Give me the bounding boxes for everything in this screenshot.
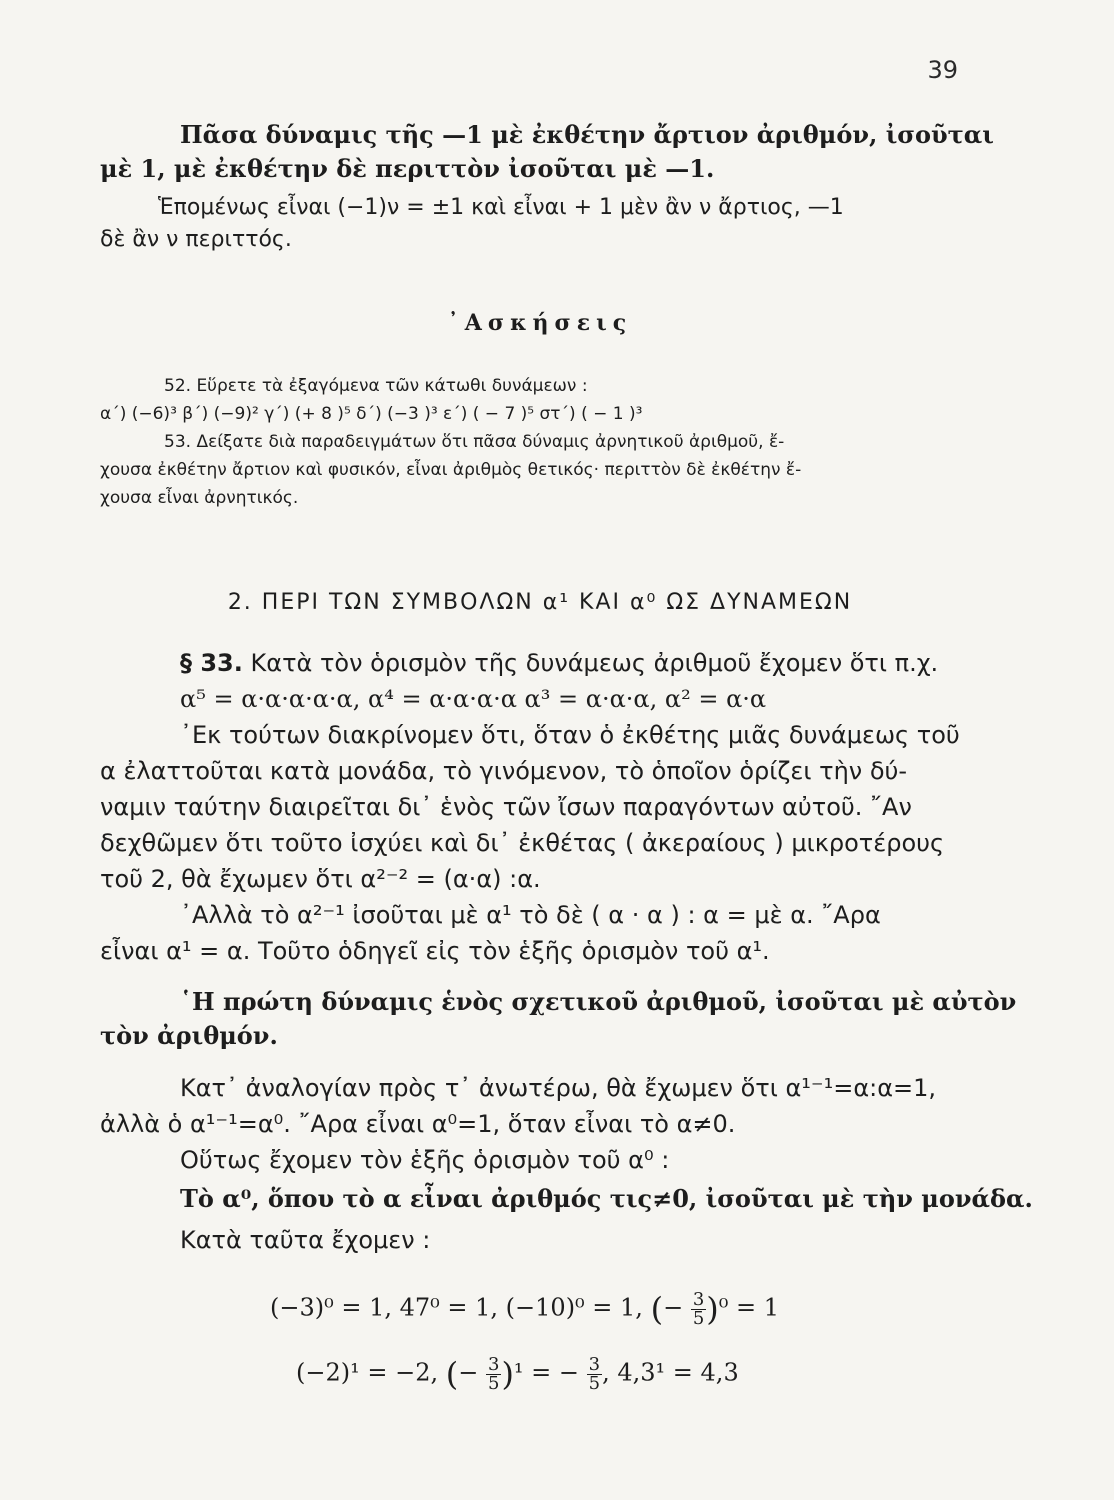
first-power-equals: ¹ = − (513, 1358, 580, 1387)
exercise-53-line3: χουσα εἶναι ἀρνητικός. (100, 488, 299, 508)
p5-line: Κατὰ ταῦτα ἔχομεν : (180, 1226, 431, 1254)
consequence-line1: Ἑπομένως εἶναι (−1)ν = ±1 καὶ εἶναι + 1 μὲν ἂν ν ἄρτιος, —1 (158, 195, 844, 220)
p1-line1: ᾿Εκ τούτων διακρίνομεν ὅτι, ὅταν ὁ ἐκθέτης μιᾶς δυνάμεως τοῦ (180, 721, 960, 749)
first-power-examples-text: (−2)¹ = −2, (296, 1358, 439, 1387)
fraction-sign-2: − (458, 1358, 479, 1387)
first-power-examples: (−2)¹ = −2, (− $\frac{3}{5}$ )¹ = − $\frac{3}{5}$ , 4,3¹ = 4,3 (296, 1353, 739, 1394)
rule2-line1: ῾Η πρώτη δύναμις ἑνὸς σχετικοῦ ἀριθμοῦ, ἰσοῦται μὲ αὐτὸν (180, 987, 1017, 1016)
section-title: 2. ΠΕΡΙ ΤΩΝ ΣΥΜΒΟΛΩΝ α¹ ΚΑΙ α⁰ ΩΣ ΔΥΝΑΜΕΩΝ (227, 590, 853, 615)
fraction-three-fifths-2: $\frac{3}{5}$ (487, 1353, 500, 1394)
paragraph-33 (100, 645, 980, 969)
zero-power-result: ⁰ = 1 (718, 1293, 780, 1322)
fraction-three-fifths: $\frac{3}{5}$ (692, 1288, 705, 1329)
exercises-block (100, 372, 980, 512)
rule3-line: Τὸ α⁰, ὅπου τὸ α εἶναι ἀριθμός τις≠0, ἰσοῦται μὲ τὴν μονάδα. (180, 1184, 1033, 1213)
zero-power-examples-text: (−3)⁰ = 1, 47⁰ = 1, (−10)⁰ = 1, (270, 1293, 643, 1322)
rule1-line2: μὲ 1, μὲ ἐκθέτην δὲ περιττὸν ἰσοῦται μὲ —1. (100, 154, 715, 183)
rule-zero-power (100, 1182, 1033, 1216)
zero-power-examples: (−3)⁰ = 1, 47⁰ = 1, (−10)⁰ = 1, (− $\frac{3}{5}$ )⁰ = 1 (270, 1288, 780, 1329)
exercise-52-items: α΄) (−6)³ β΄) (−9)² γ΄) (+ 8 )⁵ δ΄) (−3 )³ ε΄) ( − 7 )⁵ στ΄) ( − 1 )³ (100, 404, 643, 424)
p2-line2: εἶναι α¹ = α. Τοῦτο ὁδηγεῖ εἰς τὸν ἑξῆς ὁρισμὸν τοῦ α¹. (100, 937, 770, 965)
p1-line5: τοῦ 2, θὰ ἔχωμεν ὅτι α²⁻² = (α·α) :α. (100, 865, 541, 893)
rule2-line2: τὸν ἀριθμόν. (100, 1021, 278, 1050)
p3-line1: Κατ᾿ ἀναλογίαν πρὸς τ᾿ ἀνωτέρω, θὰ ἔχωμεν ὅτι α¹⁻¹=α:α=1, (180, 1074, 937, 1102)
fraction-sign: − (663, 1293, 684, 1322)
exercise-53-line1: 53. Δείξατε διὰ παραδειγμάτων ὅτι πᾶσα δύναμις ἀρνητικοῦ ἀριθμοῦ, ἔ- (164, 432, 785, 452)
p1-line4: δεχθῶμεν ὅτι τοῦτο ἰσχύει καὶ δι᾿ ἐκθέτας ( ἀκεραίους ) μικροτέρους (100, 829, 945, 857)
fraction-three-fifths-3: $\frac{3}{5}$ (588, 1353, 601, 1394)
rule1-line1: Πᾶσα δύναμις τῆς —1 μὲ ἐκθέτην ἄρτιον ἀριθμόν, ἰσοῦται (180, 120, 994, 149)
first-power-decimal: , 4,3¹ = 4,3 (602, 1358, 739, 1387)
p1-line3: ναμιν ταύτην διαιρεῖται δι᾿ ἑνὸς τῶν ἴσων παραγόντων αὐτοῦ. ῎Αν (100, 793, 912, 821)
p1-line2: α ἐλαττοῦται κατὰ μονάδα, τὸ γινόμενον, τὸ ὁποῖον ὁρίζει τὴν δύ- (100, 757, 908, 785)
rule-negative-one-powers (100, 118, 994, 186)
p4-line: Οὕτως ἔχομεν τὸν ἑξῆς ὁρισμὸν τοῦ α⁰ : (180, 1146, 670, 1174)
examples-intro-block (100, 1222, 980, 1258)
p3-line2: ἀλλὰ ὁ α¹⁻¹=α⁰. ῎Αρα εἶναι α⁰=1, ὅταν εἶναι τὸ α≠0. (100, 1110, 736, 1138)
page-number: 39 (927, 56, 958, 84)
paragraph-mark: § 33. (180, 649, 243, 677)
paragraph-analogy (100, 1070, 980, 1178)
exercise-53-line2: χουσα ἐκθέτην ἄρτιον καὶ φυσικόν, εἶναι ἀριθμὸς θετικός· περιττὸν δὲ ἐκθέτην ἔ- (100, 460, 802, 480)
consequence-line2: δὲ ἂν ν περιττός. (100, 227, 292, 252)
exercises-heading: ᾿Ασκήσεις (447, 310, 633, 336)
powers-examples: α⁵ = α·α·α·α·α, α⁴ = α·α·α·α α³ = α·α·α, α² = α·α (180, 685, 767, 713)
paragraph-33-intro: Κατὰ τὸν ὁρισμὸν τῆς δυνάμεως ἀριθμοῦ ἔχομεν ὅτι π.χ. (250, 649, 939, 677)
consequence-paragraph (100, 192, 980, 256)
p2-line1: ᾿Αλλὰ τὸ α²⁻¹ ἰσοῦται μὲ α¹ τὸ δὲ ( α · α ) : α = μὲ α. ῎Αρα (180, 901, 881, 929)
exercise-52: 52. Εὕρετε τὰ ἐξαγόμενα τῶν κάτωθι δυνάμεων : (164, 376, 588, 396)
rule-first-power (100, 985, 1017, 1053)
